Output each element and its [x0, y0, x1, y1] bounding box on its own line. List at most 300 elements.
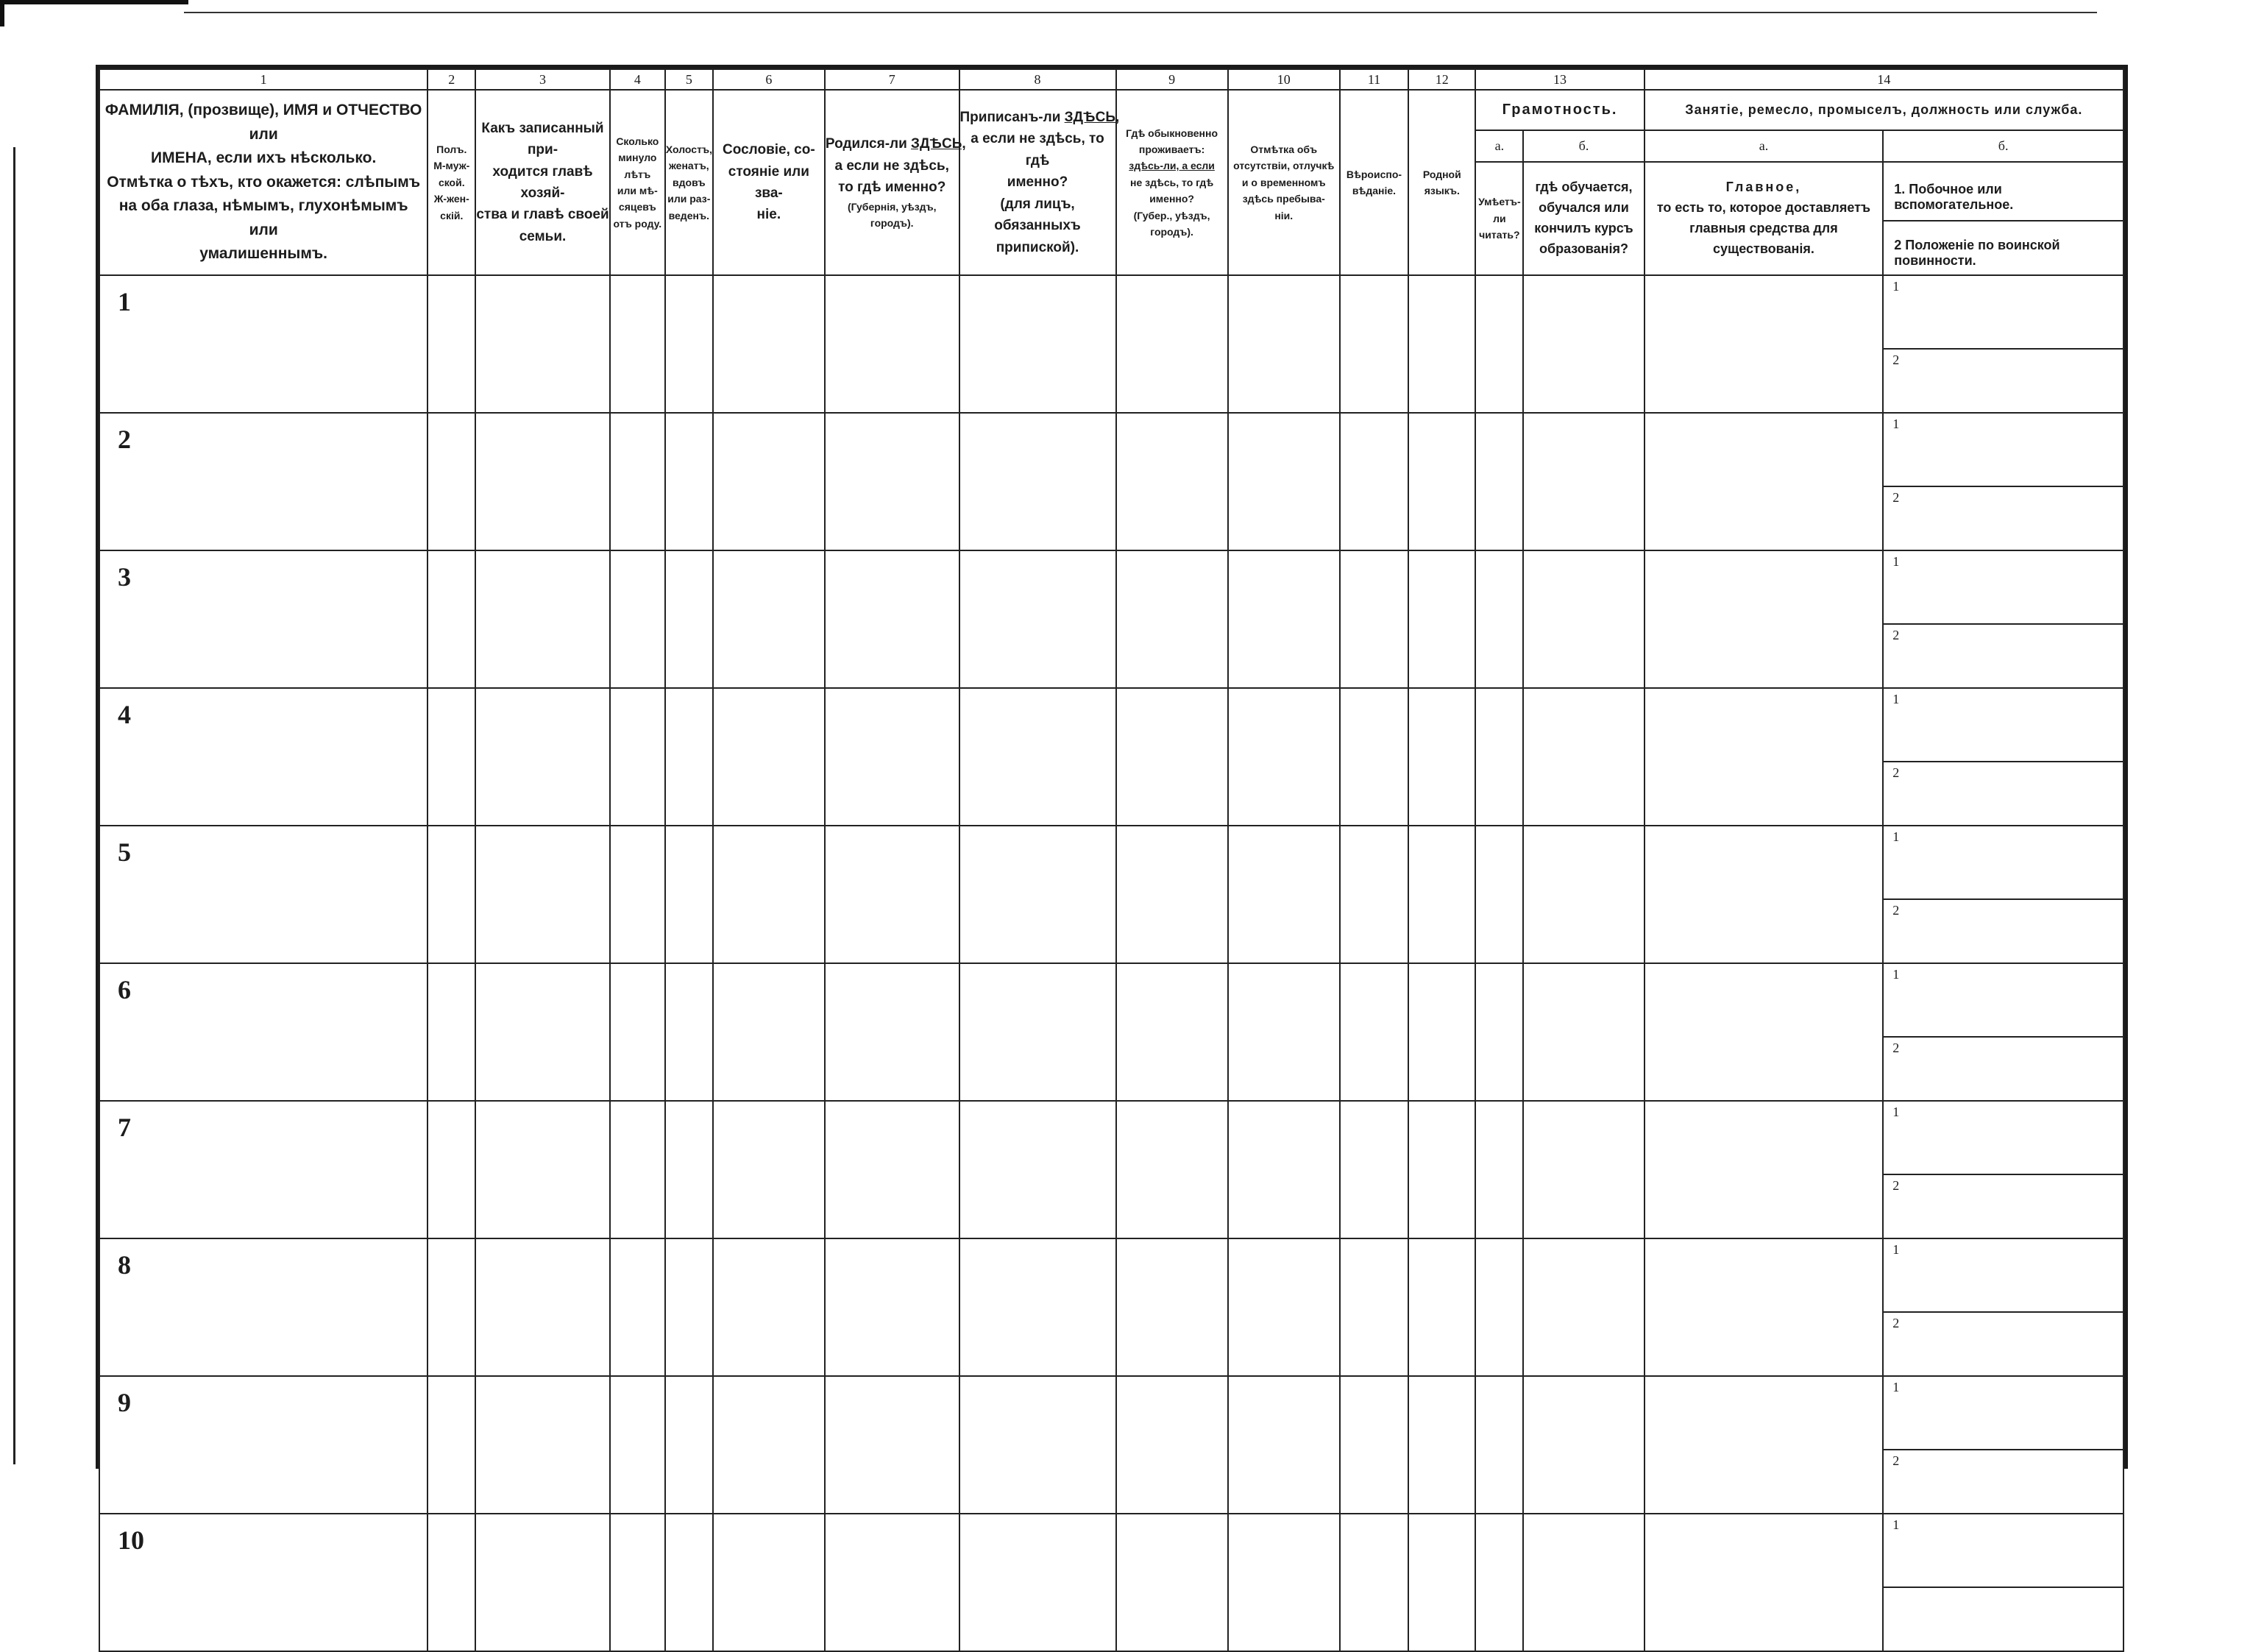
header-religion-line: вѣданіе. [1352, 185, 1397, 196]
entry-cell[interactable] [427, 688, 475, 826]
entry-cell[interactable] [1408, 1238, 1475, 1376]
entry-cell[interactable] [427, 1376, 475, 1514]
entry-cell[interactable] [610, 1376, 665, 1514]
header-absence-line: отсутствіи, отлучкѣ [1233, 160, 1335, 172]
entry-sub-number: 2 [1892, 1041, 1900, 1055]
colnum-14: 14 [1644, 69, 2124, 90]
entry-cell[interactable] [1644, 1101, 1884, 1238]
entry-occupation-split [1883, 963, 2124, 1101]
header-relation [475, 90, 610, 275]
entry-row [99, 1101, 2124, 1238]
entry-secondary-occupation[interactable] [1884, 1377, 2123, 1450]
entry-cell[interactable] [427, 826, 475, 963]
entry-cell[interactable] [1340, 413, 1408, 550]
entry-secondary-occupation[interactable] [1884, 1514, 2123, 1588]
entry-rows [99, 275, 2124, 1651]
entry-cell[interactable] [610, 688, 665, 826]
entry-military-status[interactable] [1884, 1313, 2123, 1364]
header-education-line: гдѣ обучается, [1535, 179, 1633, 194]
header-relation-line: Какъ записанный при- [481, 120, 604, 158]
entry-military-status[interactable] [1884, 900, 2123, 951]
entry-cell[interactable] [1116, 826, 1228, 963]
entry-cell[interactable] [1523, 550, 1644, 688]
header-birthplace-text: Родился-ли [825, 136, 912, 152]
entry-cell[interactable] [825, 550, 959, 688]
header-age-line: лѣтъ [624, 168, 651, 180]
entry-cell[interactable] [1523, 413, 1644, 550]
entry-sub-number: 1 [1892, 554, 1900, 569]
entry-cell[interactable] [825, 963, 959, 1101]
entry-cell[interactable] [475, 413, 610, 550]
entry-cell[interactable] [1523, 1376, 1644, 1514]
entry-cell[interactable] [825, 688, 959, 826]
entry-row [99, 413, 2124, 550]
entry-cell[interactable] [1475, 688, 1523, 826]
entry-cell[interactable] [665, 413, 713, 550]
entry-secondary-occupation[interactable] [1884, 689, 2123, 762]
header-residence-line: (Губер., уѣздъ, городъ). [1133, 209, 1210, 238]
entry-cell[interactable] [1340, 1101, 1408, 1238]
header-absence-line: Отмѣтка объ [1250, 143, 1318, 156]
entry-cell[interactable] [713, 1376, 825, 1514]
entry-sub-number: 2 [1892, 628, 1900, 642]
header-age [610, 90, 665, 275]
entry-row-number: 3 [99, 550, 427, 688]
entry-cell[interactable] [713, 963, 825, 1101]
entry-cell[interactable] [713, 1514, 825, 1651]
entry-secondary-occupation[interactable] [1884, 964, 2123, 1038]
entry-cell[interactable] [475, 1376, 610, 1514]
entry-cell[interactable] [959, 826, 1116, 963]
header-age-line: Сколько [616, 135, 659, 147]
entry-cell[interactable] [959, 1376, 1116, 1514]
entry-cell[interactable] [1340, 1238, 1408, 1376]
entry-secondary-occupation[interactable] [1884, 826, 2123, 900]
header-marital [665, 90, 713, 275]
entry-cell[interactable] [1475, 1238, 1523, 1376]
top-rule [184, 12, 2097, 13]
entry-cell[interactable] [1408, 550, 1475, 688]
entry-cell[interactable] [959, 550, 1116, 688]
entry-cell[interactable] [713, 275, 825, 413]
entry-cell[interactable] [475, 1514, 610, 1651]
entry-occupation-split [1883, 1514, 2124, 1651]
colnum-13: 13 [1475, 69, 1644, 90]
entry-cell[interactable] [610, 550, 665, 688]
header-literacy-a-label: а. [1475, 130, 1523, 162]
entry-secondary-occupation[interactable] [1884, 551, 2123, 625]
header-literacy-b-label: б. [1523, 130, 1644, 162]
entry-cell[interactable] [610, 826, 665, 963]
entry-sub-number: 2 [1892, 1178, 1900, 1193]
entry-cell[interactable] [1408, 1514, 1475, 1651]
entry-row-number: 6 [99, 963, 427, 1101]
entry-sub-number: 1 [1892, 692, 1900, 706]
entry-occupation-split [1883, 275, 2124, 413]
entry-military-status[interactable] [1884, 1038, 2123, 1088]
entry-cell[interactable] [427, 550, 475, 688]
colnum-4: 4 [610, 69, 665, 90]
header-language [1408, 90, 1475, 275]
header-occupation-b-label: б. [1883, 130, 2124, 162]
entry-occupation-split [1883, 1376, 2124, 1514]
entry-cell[interactable] [825, 413, 959, 550]
header-marital-line: женатъ, [668, 160, 709, 172]
entry-row-number: 1 [99, 275, 427, 413]
entry-cell[interactable] [665, 688, 713, 826]
entry-row [99, 1376, 2124, 1514]
entry-secondary-occupation[interactable] [1884, 276, 2123, 350]
entry-cell[interactable] [610, 1514, 665, 1651]
entry-cell[interactable] [475, 550, 610, 688]
header-registered-line [959, 107, 1120, 128]
entry-row [99, 826, 2124, 963]
entry-cell[interactable] [427, 413, 475, 550]
entry-row [99, 275, 2124, 413]
header-name-line: умалишеннымъ. [199, 245, 328, 263]
entry-cell[interactable] [1644, 963, 1884, 1101]
header-residence-line: именно? [1149, 193, 1194, 205]
header-name-line: ИМЕНА, если ихъ нѣсколько. [151, 149, 377, 167]
header-age-line: сяцевъ [618, 201, 656, 213]
header-name-line: на оба глаза, нѣмымъ, глухонѣмымъ или [118, 197, 408, 238]
entry-row [99, 963, 2124, 1101]
entry-cell[interactable] [1644, 550, 1884, 688]
header-residence-line: проживаетъ: [1138, 143, 1205, 156]
header-sex-line: Полъ. [436, 143, 467, 156]
entry-cell[interactable] [427, 963, 475, 1101]
entry-cell[interactable] [475, 1101, 610, 1238]
entry-military-status[interactable] [1884, 762, 2123, 813]
entry-military-status[interactable] [1884, 487, 2123, 538]
colnum-5: 5 [665, 69, 713, 90]
header-registered-emphasis: ЗДѢСЬ, [1064, 109, 1120, 125]
header-can-read-line: читать? [1479, 228, 1520, 241]
entry-cell[interactable] [610, 1101, 665, 1238]
entry-cell[interactable] [1644, 1238, 1884, 1376]
entry-cell[interactable] [1228, 1238, 1340, 1376]
entry-military-status[interactable] [1884, 1588, 2123, 1639]
entry-cell[interactable] [825, 1376, 959, 1514]
entry-cell[interactable] [1408, 688, 1475, 826]
entry-cell[interactable] [1644, 1376, 1884, 1514]
header-residence-line: не здѣсь, то гдѣ [1130, 176, 1214, 188]
entry-cell[interactable] [665, 550, 713, 688]
entry-cell[interactable] [1408, 826, 1475, 963]
colnum-1: 1 [99, 69, 427, 90]
entry-cell[interactable] [1475, 963, 1523, 1101]
header-language-line: Родной [1422, 168, 1461, 180]
header-marital-line: вдовъ [673, 176, 706, 188]
colnum-6: 6 [713, 69, 825, 90]
entry-cell[interactable] [1228, 550, 1340, 688]
entry-cell[interactable] [475, 1238, 610, 1376]
entry-cell[interactable] [1475, 1376, 1523, 1514]
entry-cell[interactable] [1116, 1376, 1228, 1514]
entry-cell[interactable] [427, 1238, 475, 1376]
entry-military-status[interactable] [1884, 350, 2123, 400]
entry-cell[interactable] [1475, 413, 1523, 550]
colnum-12: 12 [1408, 69, 1475, 90]
entry-cell[interactable] [610, 413, 665, 550]
column-number-row [99, 69, 2124, 90]
entry-cell[interactable] [1116, 550, 1228, 688]
entry-sub-number: 2 [1892, 1453, 1900, 1468]
entry-cell[interactable] [1408, 275, 1475, 413]
entry-cell[interactable] [1475, 275, 1523, 413]
entry-cell[interactable] [1523, 826, 1644, 963]
entry-sub-number: 1 [1892, 1242, 1900, 1257]
entry-cell[interactable] [1475, 826, 1523, 963]
entry-cell[interactable] [713, 413, 825, 550]
entry-cell[interactable] [713, 1238, 825, 1376]
entry-cell[interactable] [1523, 275, 1644, 413]
header-age-line: или мѣ- [617, 185, 658, 196]
entry-cell[interactable] [1340, 1376, 1408, 1514]
left-margin-rule [13, 147, 15, 1464]
header-registered [959, 90, 1120, 275]
entry-cell[interactable] [959, 1238, 1116, 1376]
entry-cell[interactable] [1340, 550, 1408, 688]
header-estate-line: Сословіе, со- [723, 142, 815, 158]
header-sex [427, 90, 475, 275]
header-group-row [99, 90, 2124, 130]
entry-sub-number: 1 [1892, 829, 1900, 844]
header-marital-line: или раз- [667, 193, 711, 205]
entry-cell[interactable] [1228, 1514, 1340, 1651]
entry-occupation-split [1883, 550, 2124, 688]
header-estate-line: ніе. [756, 207, 781, 223]
entry-cell[interactable] [665, 826, 713, 963]
colnum-3: 3 [475, 69, 610, 90]
header-birthplace-line: а если не здѣсь, [834, 157, 949, 174]
entry-cell[interactable] [1228, 963, 1340, 1101]
entry-cell[interactable] [1228, 1376, 1340, 1514]
entry-cell[interactable] [665, 1376, 713, 1514]
entry-cell[interactable] [1523, 1101, 1644, 1238]
entry-row-number: 4 [99, 688, 427, 826]
entry-cell[interactable] [959, 413, 1116, 550]
entry-cell[interactable] [1475, 1514, 1523, 1651]
entry-row [99, 688, 2124, 826]
entry-cell[interactable] [1523, 963, 1644, 1101]
header-relation-line: ходится главѣ хозяй- [492, 163, 593, 201]
entry-cell[interactable] [1116, 1514, 1228, 1651]
header-name [99, 90, 427, 275]
header-education-line: образованія? [1539, 241, 1629, 256]
header-education-line: кончилъ курсъ [1534, 220, 1633, 235]
entry-cell[interactable] [1340, 1514, 1408, 1651]
entry-cell[interactable] [475, 688, 610, 826]
header-main-occupation-line: Главное, [1725, 179, 1802, 194]
colnum-8: 8 [959, 69, 1116, 90]
entry-sub-number: 2 [1892, 765, 1900, 780]
entry-cell[interactable] [1523, 1514, 1644, 1651]
header-name-line: ФАМИЛІЯ, (прозвище), ИМЯ и ОТЧЕСТВО или [104, 102, 422, 143]
entry-cell[interactable] [1644, 275, 1884, 413]
header-main-occupation [1644, 162, 1884, 275]
header-relation-line: ства и главѣ своей [476, 207, 609, 223]
entry-secondary-occupation[interactable] [1884, 414, 2123, 487]
entry-cell[interactable] [427, 275, 475, 413]
entry-cell[interactable] [1408, 963, 1475, 1101]
header-registered-text: Приписанъ-ли [959, 109, 1065, 125]
census-table [99, 68, 2124, 1652]
entry-cell[interactable] [1408, 413, 1475, 550]
entry-cell[interactable] [610, 1238, 665, 1376]
entry-cell[interactable] [1340, 963, 1408, 1101]
entry-cell[interactable] [665, 963, 713, 1101]
entry-cell[interactable] [959, 963, 1116, 1101]
header-absence [1228, 90, 1340, 275]
entry-cell[interactable] [1644, 413, 1884, 550]
entry-occupation-split [1883, 1101, 2124, 1238]
header-birthplace-emphasis: ЗДѢСЬ, [911, 136, 966, 152]
entry-military-status[interactable] [1884, 1175, 2123, 1226]
colnum-2: 2 [427, 69, 475, 90]
header-secondary-occupation [1883, 162, 2124, 275]
entry-cell[interactable] [1228, 275, 1340, 413]
header-name-line: Отмѣтка о тѣхъ, кто окажется: слѣпымъ [107, 173, 421, 191]
entry-cell[interactable] [1340, 275, 1408, 413]
entry-cell[interactable] [665, 1514, 713, 1651]
entry-cell[interactable] [1475, 550, 1523, 688]
entry-cell[interactable] [1340, 826, 1408, 963]
header-absence-line: здѣсь пребыва- [1242, 193, 1325, 205]
entry-row-number: 9 [99, 1376, 427, 1514]
header-residence-line: Гдѣ обыкновенно [1126, 127, 1218, 139]
entry-sub-number: 2 [1892, 490, 1900, 505]
page-corner-mark [0, 0, 188, 26]
entry-military-status[interactable] [1884, 1450, 2123, 1501]
entry-cell[interactable] [1116, 413, 1228, 550]
header-can-read [1475, 162, 1523, 275]
entry-cell[interactable] [1523, 688, 1644, 826]
entry-occupation-split [1883, 413, 2124, 550]
entry-sub-number: 1 [1892, 1380, 1900, 1394]
entry-cell[interactable] [959, 1101, 1116, 1238]
entry-cell[interactable] [1116, 1238, 1228, 1376]
entry-row [99, 1514, 2124, 1651]
entry-cell[interactable] [665, 1238, 713, 1376]
entry-row-number: 5 [99, 826, 427, 963]
census-form [96, 65, 2128, 1555]
colnum-7: 7 [825, 69, 959, 90]
entry-cell[interactable] [825, 826, 959, 963]
entry-secondary-occupation[interactable] [1884, 1239, 2123, 1313]
entry-cell[interactable] [665, 1101, 713, 1238]
entry-cell[interactable] [1408, 1376, 1475, 1514]
header-estate-line: стояніе или зва- [728, 163, 809, 201]
entry-cell[interactable] [1408, 1101, 1475, 1238]
entry-occupation-split [1883, 826, 2124, 963]
entry-cell[interactable] [1644, 826, 1884, 963]
header-can-read-line: Умѣетъ- [1478, 196, 1521, 208]
header-religion-line: Вѣроиспо- [1346, 168, 1402, 180]
colnum-11: 11 [1340, 69, 1408, 90]
header-occupation-group: Занятіе, ремесло, промыселъ, должность или служба. [1644, 90, 2124, 130]
header-education-line: обучался или [1539, 199, 1629, 215]
entry-row [99, 1238, 2124, 1376]
entry-sub-number: 1 [1892, 1517, 1900, 1532]
entry-cell[interactable] [1116, 1101, 1228, 1238]
header-birthplace-line: (Губернія, уѣздъ, городъ). [847, 200, 937, 230]
entry-occupation-split [1883, 688, 2124, 826]
entry-cell[interactable] [825, 1514, 959, 1651]
header-education [1523, 162, 1644, 275]
header-relation-line: семьи. [519, 228, 567, 244]
entry-cell[interactable] [959, 1514, 1116, 1651]
entry-cell[interactable] [475, 963, 610, 1101]
entry-military-status[interactable] [1884, 625, 2123, 676]
entry-cell[interactable] [610, 275, 665, 413]
entry-cell[interactable] [1116, 688, 1228, 826]
entry-cell[interactable] [713, 1101, 825, 1238]
entry-cell[interactable] [825, 275, 959, 413]
entry-cell[interactable] [1644, 1514, 1884, 1651]
entry-cell[interactable] [475, 826, 610, 963]
entry-row-number: 2 [99, 413, 427, 550]
entry-cell[interactable] [1228, 413, 1340, 550]
entry-cell[interactable] [1228, 1101, 1340, 1238]
header-birthplace-line [825, 133, 966, 155]
header-military-status-line: 2 Положеніе по воинской повинности. [1894, 237, 2060, 268]
entry-sub-number: 1 [1892, 279, 1900, 294]
header-occupation-a-label: а. [1644, 130, 1884, 162]
entry-cell[interactable] [475, 275, 610, 413]
header-estate [713, 90, 825, 275]
entry-cell[interactable] [610, 963, 665, 1101]
header-can-read-line: ли [1493, 212, 1506, 224]
header-registered-line: (для лицъ, обязанныхъ [994, 196, 1081, 234]
entry-cell[interactable] [1228, 688, 1340, 826]
entry-cell[interactable] [1523, 1238, 1644, 1376]
entry-cell[interactable] [1116, 963, 1228, 1101]
entry-secondary-occupation[interactable] [1884, 1102, 2123, 1175]
entry-cell[interactable] [1644, 688, 1884, 826]
header-sex-line: М-муж- [433, 160, 470, 172]
header-age-line: отъ роду. [613, 217, 662, 230]
colnum-10: 10 [1228, 69, 1340, 90]
header-language-line: языкъ. [1424, 185, 1460, 196]
entry-cell[interactable] [825, 1238, 959, 1376]
entry-cell[interactable] [1340, 688, 1408, 826]
entry-cell[interactable] [665, 275, 713, 413]
entry-cell[interactable] [1228, 826, 1340, 963]
entry-sub-number: 2 [1892, 903, 1900, 918]
entry-cell[interactable] [825, 1101, 959, 1238]
entry-occupation-split [1883, 1238, 2124, 1376]
entry-cell[interactable] [1116, 275, 1228, 413]
entry-row-number: 7 [99, 1101, 427, 1238]
entry-cell[interactable] [713, 688, 825, 826]
entry-cell[interactable] [427, 1101, 475, 1238]
header-birthplace [825, 90, 966, 275]
entry-sub-number: 2 [1892, 352, 1900, 367]
header-registered-line: а если не здѣсь, то гдѣ [971, 131, 1104, 169]
entry-sub-number: 1 [1892, 1105, 1900, 1119]
entry-cell[interactable] [959, 688, 1116, 826]
header-religion [1340, 90, 1408, 275]
entry-cell[interactable] [427, 1514, 475, 1651]
entry-cell[interactable] [959, 275, 1116, 413]
header-absence-line: ніи. [1274, 209, 1294, 221]
header-registered-line: именно? [1007, 174, 1068, 191]
entry-cell[interactable] [713, 550, 825, 688]
entry-cell[interactable] [1475, 1101, 1523, 1238]
entry-cell[interactable] [713, 826, 825, 963]
entry-row-number: 10 [99, 1514, 427, 1651]
